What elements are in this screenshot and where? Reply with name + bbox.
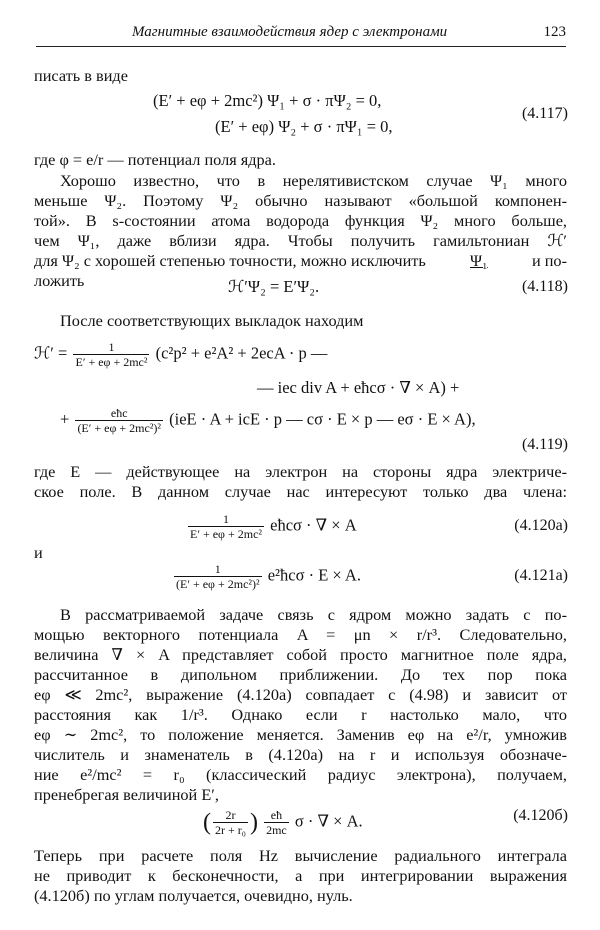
fraction [188, 512, 264, 541]
equation-4-117-line-2: (E′ + eφ) Ψ₂ + σ · πΨ₁ = 0, [215, 117, 393, 136]
paragraph-line: расстояния как 1/r³. Однако если r настолько мало, что [34, 705, 567, 724]
paragraph-line: где E — действующее на электрон на стороны ядра электриче- [34, 462, 567, 481]
equation-4-120b [203, 808, 363, 837]
paragraph-line: той». В s-состоянии атома водорода функция Ψ₂ много больше, [34, 211, 567, 230]
expression: (c²p² + e²A² + 2ecA · p — [155, 343, 328, 363]
paragraph-line: ние e²/mc² = r₀ (классический радиус электрона), получаем, [34, 765, 567, 784]
equation-number: (4.120б) [513, 807, 568, 824]
paragraph-line: (4.120б) по углам получается, очевидно, нуль. [34, 886, 353, 905]
paragraph-line: Теперь при расчете поля Hz вычисление радиального интеграла [34, 846, 567, 865]
text-line: писать в виде [34, 66, 128, 85]
equation-4-119-line-1 [34, 340, 327, 369]
denominator: E′ + eφ + 2mc² [190, 527, 262, 541]
right-paren: ) [249, 809, 258, 836]
numerator: 1 [214, 562, 221, 576]
expression: σ · ∇ × A. [294, 811, 363, 831]
paragraph-line: ское поле. В данном случае нас интересуют только два члена: [34, 482, 567, 501]
hamiltonian-symbol: ℋ′ = [34, 343, 68, 363]
equation-number: (4.119) [521, 436, 568, 453]
paragraph-line: eφ ≪ 2mc², выражение (4.120а) совпадает с (4.98) и зависит от [34, 685, 567, 704]
numerator: eħ [270, 808, 283, 822]
denominator: (E′ + eφ + 2mc²)² [77, 421, 162, 435]
equation-4-118: ℋ′Ψ₂ = E′Ψ₂. [228, 277, 320, 296]
expression: eħcσ · ∇ × A [270, 515, 357, 535]
text-fragment: для Ψ₂ с хорошей степенью точности, можно исключить [34, 251, 426, 270]
paragraph-line: меньше Ψ₂. Поэтому Ψ₂ обычно называют «большой компонен- [34, 191, 567, 210]
running-header [36, 22, 566, 47]
denominator: (E′ + eφ + 2mc²)² [176, 577, 260, 591]
paragraph-line: ложить [34, 271, 85, 290]
equation-number: (4.118) [521, 278, 568, 295]
equation-4-119-line-3 [60, 406, 476, 435]
paragraph-line: eφ ∼ 2mc², то положение меняется. Заменив eφ на e²/r, умножив [34, 725, 567, 744]
paragraph-line: Хорошо известно, что в нерелятивистском случае Ψ₁ много [60, 171, 567, 190]
numerator: 1 [223, 512, 229, 526]
fraction [75, 406, 163, 435]
text-line: После соответствующих выкладок находим [60, 311, 364, 330]
equation-number: (4.117) [521, 105, 568, 122]
paragraph-line: числитель и знаменатель в (4.120а) на r и используя обозначе- [34, 745, 567, 764]
paragraph-line: не приводит к бесконечности, а при интегрировании выражения [34, 866, 567, 885]
denominator: 2mc [266, 823, 287, 837]
equation-number: (4.120а) [514, 517, 568, 534]
text-line: где φ = e/r — потенциал поля ядра. [34, 150, 276, 169]
paragraph-line: чем Ψ₁, даже вблизи ядра. Чтобы получить гамильтониан ℋ′ [34, 231, 567, 250]
plus-sign: + [60, 409, 70, 429]
paragraph-line: пренебрегая величиной E′, [34, 785, 219, 804]
fraction [174, 562, 262, 591]
text-fragment: и по- [531, 251, 567, 270]
equation-4-120a [186, 512, 357, 541]
left-paren: ( [203, 809, 211, 836]
denominator: E′ + eφ + 2mc² [75, 355, 148, 369]
numerator: 1 [108, 340, 115, 354]
fraction [264, 808, 289, 837]
conjunction: и [34, 543, 43, 562]
paragraph-line: величина ∇ × A представляет собой просто магнитное поле ядра, [34, 645, 567, 664]
expression: e²ħcσ · E × A. [267, 565, 361, 585]
equation-number: (4.121а) [514, 567, 568, 584]
header-title: Магнитные взаимодействия ядер с электронами [132, 24, 448, 40]
paragraph-line [34, 251, 567, 271]
paragraph-line: В рассматриваемой задаче связь с ядром можно задать с по- [60, 605, 567, 624]
paragraph-line: рассчитанное в дипольном приближении. До тех пор пока [34, 665, 567, 684]
paragraph-line: мощью векторного потенциала A = μn × r/r³. Следовательно, [34, 625, 567, 644]
numerator: 2r [225, 808, 236, 822]
fraction [73, 340, 149, 369]
page-number: 123 [543, 24, 566, 40]
denominator: 2r + r₀ [215, 823, 246, 837]
numerator: eħc [110, 406, 128, 420]
equation-4-117-line-1: (E′ + eφ + 2mc²) Ψ₁ + σ · πΨ₂ = 0, [153, 91, 382, 110]
equation-4-119-line-2: — iec div A + eħcσ · ∇ × A) + [257, 378, 460, 397]
underlined-psi: Ψ₁ [470, 251, 488, 270]
expression: (ieE · A + icE · p — cσ · E × p — eσ · E × A), [169, 409, 476, 429]
fraction [213, 808, 248, 837]
equation-4-121a [172, 562, 361, 591]
